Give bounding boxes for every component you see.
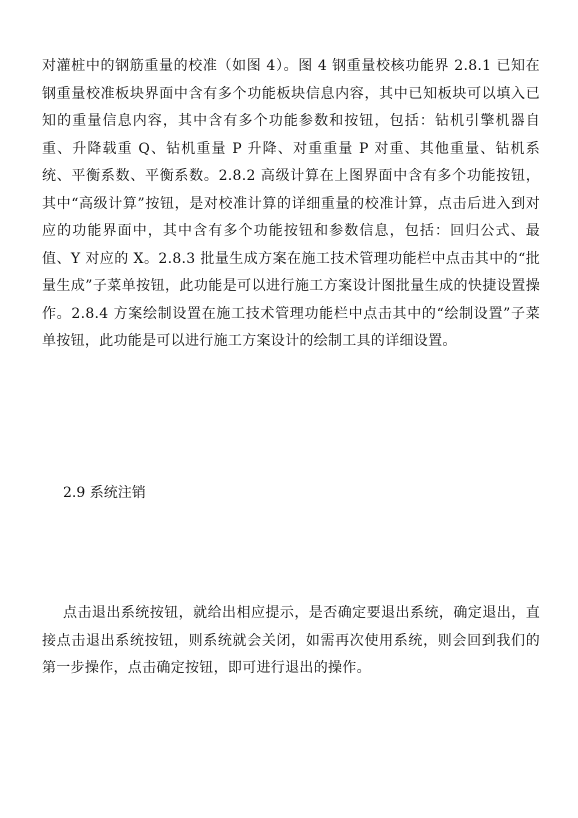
body-paragraph-logout: 点击退出系统按钮，就给出相应提示，是否确定要退出系统，确定退出，直接点击退出系统按钮，则系统就会关闭，如需再次使用系统，则会回到我们的第一步操作，点击确定按钮，即可进行退出的操作。 bbox=[42, 605, 540, 676]
section-heading-system-logout: 2.9 系统注销 bbox=[63, 485, 146, 501]
body-paragraph-calibration: 对灌桩中的钢筋重量的校准（如图 4）。图 4 钢重量校核功能界 2.8.1 已知在钢重量校准板块界面中含有多个功能板块信息内容，其中已知板块可以填入已知的重量信息内容，其中含有多个功能参数和按钮，包括：钻机引擎机器自重、升降载重 Q、钻机重量 P 升降、对重重量 P 对重、其他重量、钻机系统、平衡系数、平衡系数。2.8.2 高级计算在上图界面中含有多个功能按钮，其中“高级计算”按钮，是对校准计算的详细重量的校准计算，点击后进入到对应的功能界面中，其中含有多个功能按钮和参数信息，包括：回归公式、最值、Y 对应的 X。2.8.3 批量生成方案在施工技术管理功能栏中点击其中的“批量生成”子菜单按钮，此功能是可以进行施工方案设计图批量生成的快捷设置操作。2.8.4 方案绘制设置在施工技术管理功能栏中点击其中的“绘制设置”子菜单按钮，此功能是可以进行施工方案设计的绘制工具的详细设置。 bbox=[42, 58, 540, 349]
